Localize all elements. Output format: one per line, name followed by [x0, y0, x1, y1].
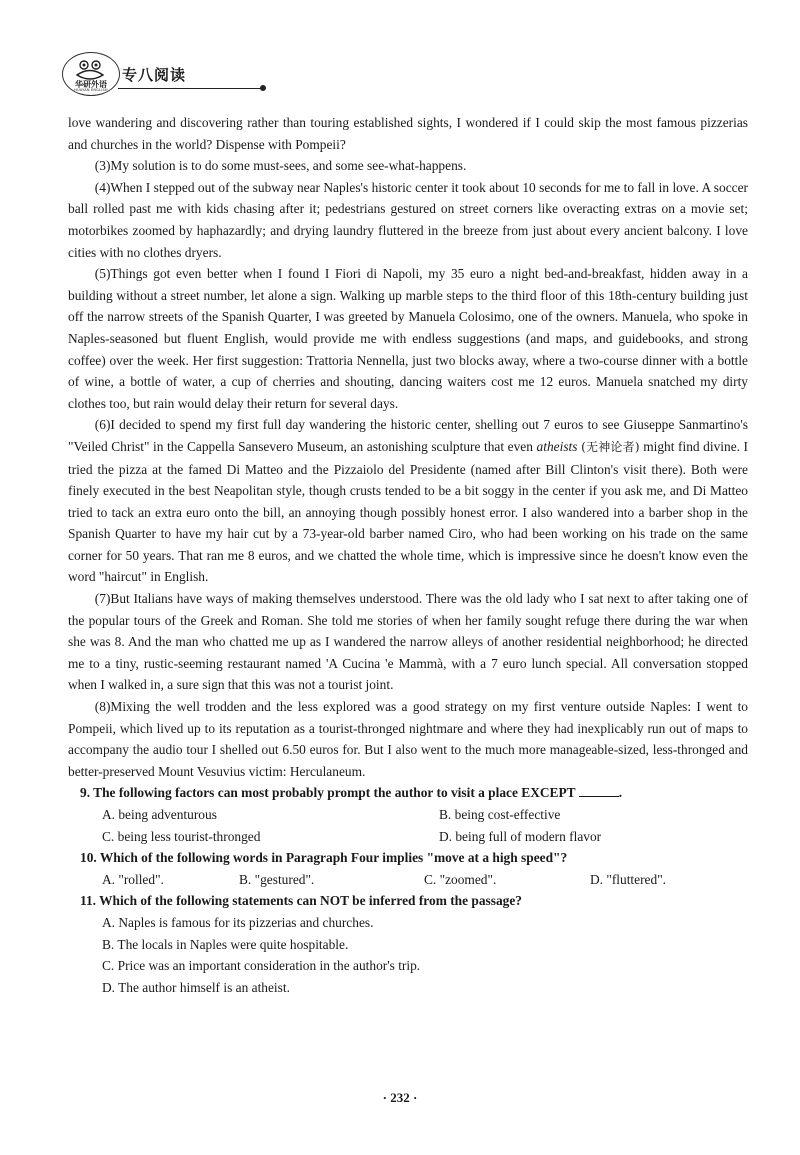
option-b: B. "gestured". [239, 871, 315, 887]
option-a: A. "rolled". [102, 871, 164, 887]
answer-blank [579, 784, 619, 797]
atheists-word: atheists [536, 438, 578, 454]
option-c: C. "zoomed". [424, 871, 497, 887]
option-b: B. The locals in Naples were quite hospitable. [102, 936, 349, 952]
question-9-stem: 9. The following factors can most probably prompt the author to visit a place EXCEPT [80, 785, 576, 801]
question-11-stem: 11. Which of the following statements can NOT be inferred from the passage? [80, 893, 523, 909]
option-c: C. being less tourist-thronged [102, 828, 261, 844]
page-header [62, 50, 212, 96]
option-b: B. being cost-effective [439, 807, 561, 822]
paragraph-8: (8)Mixing the well trodden and the less explored was a good strategy on my first venture outside Naples: I went to Pompeii, which lived up to its reputation as a tourist-thronged nightmare and where they had inexplicably run out of maps to accompany the audio tour I shelled out 6.50 euros for. But I also went to the much more manageable-sized, less-thronged and better-preserved Mount Vesuvius victim: Herculaneum. [68, 699, 748, 779]
option-d: D. "fluttered". [590, 871, 667, 887]
paragraph-7: (7)But Italians have ways of making themselves understood. There was the old lady who I sat next to after taking one of the popular tours of the Greek and Roman. She told me stories of when her family sought refuge there during the war when she was 8. And the man who chatted me up as I wandered the narrow alleys of another residential neighborhood; he directed me to a tiny, rustic-seeming restaurant named 'A Cucina 'e Mammà, with a 7 euro lunch special. All conversation stopped when I walked in, a sure sign that this was not a tourist joint. [68, 591, 748, 693]
question-9-stem-end: . [618, 785, 623, 801]
header-dot [260, 85, 266, 91]
huayan-logo [62, 52, 120, 96]
section-title: 专八阅读 [122, 66, 187, 84]
option-a: A. being adventurous [102, 807, 217, 822]
logo-subtext: HUAYAN ENGLISH [74, 88, 108, 92]
paragraph-6 [68, 414, 748, 588]
question-9 [80, 782, 748, 804]
paragraph-6-part-1: (6)I decided to spend my first full day wandering the historic center, shelling out 7 euros to see Giuseppe Sanmartino's "Veiled Christ" in the Cappella Sansevero Museum, an astonishing sculpture that even [68, 417, 748, 454]
page-content [68, 112, 748, 998]
header-underline [118, 88, 262, 89]
paragraph-4: (4)When I stepped out of the subway near Naples's historic center it took about 10 seconds for me to fall in love. A soccer ball rolled past me with kids chasing after it; pedestrians gestured on street corners like overacting extras on a movie set; motorbikes zoomed by haphazardly; and drying laundry fluttered in the breeze from just about every ancient balcony. I love cities with no clothes dryers. [68, 179, 748, 260]
paragraph-3: (3)My solution is to do some must-sees, and some see-what-happens. [94, 158, 467, 174]
paragraph-5: (5)Things got even better when I found I Fiori di Napoli, my 35 euro a night bed-and-breakfast, hidden away in a building without a street number, let alone a sign. Walking up marble steps to the third floor of this 18th-century building just off the narrow streets of the Spanish Quarter, I was greeted by Manuela Colosimo, one of the owners. Manuela, who spoke in Naples-seasoned but fluent English, would provide me with endless suggestions (and maps, and guidebooks, and strong coffee) over the week. Her first suggestion: Trattoria Nennella, just two blocks away, where a two-course dinner with a bottle of wine, a bottle of water, a cup of cherries and shouting, dancing waiters cost me 12 euros. Manuela snatched my dirty clothes too, but rain would delay their return for several days. [68, 266, 748, 411]
atheists-gloss: (无神论者) [581, 439, 640, 454]
question-10-options [102, 869, 748, 891]
page-number: · 232 · [382, 1090, 418, 1105]
option-a: A. Naples is famous for its pizzerias and churches. [102, 914, 374, 930]
option-d: D. The author himself is an atheist. [102, 979, 290, 995]
paragraph-6-part-2: might find divine. I tried the pizza at the famed Di Matteo and the Pizzaiolo del Presidente (named after Bill Clinton's visit there). Both were finely executed in the best Neapolitan style, though crusts tended to be a bit soggy in the center if you ask me, and Di Matteo tried to tack an extra euro onto the bill, an annoying though possibly honest error. I also wandered into a barber shop in the Spanish Quarter to have my hair cut by a 73-year-old barber named Ciro, who had been working on his trade on the same corner for 50 years. That ran me 8 euros, and we chatted the whole time, which is impressive since he doesn't know even the word "haircut" in English. [68, 438, 749, 585]
passage-continuation: love wandering and discovering rather than touring established sights, I wondered if I could skip the most famous pizzerias and churches in the world? Dispense with Pompeii? [68, 115, 748, 152]
option-c: C. Price was an important consideration in the author's trip. [102, 958, 421, 974]
logo-text: 华研外语 [75, 80, 107, 89]
question-9-options [102, 804, 748, 847]
question-10-stem: 10. Which of the following words in Paragraph Four implies "move at a high speed"? [80, 850, 568, 866]
option-d: D. being full of modern flavor [439, 828, 602, 844]
